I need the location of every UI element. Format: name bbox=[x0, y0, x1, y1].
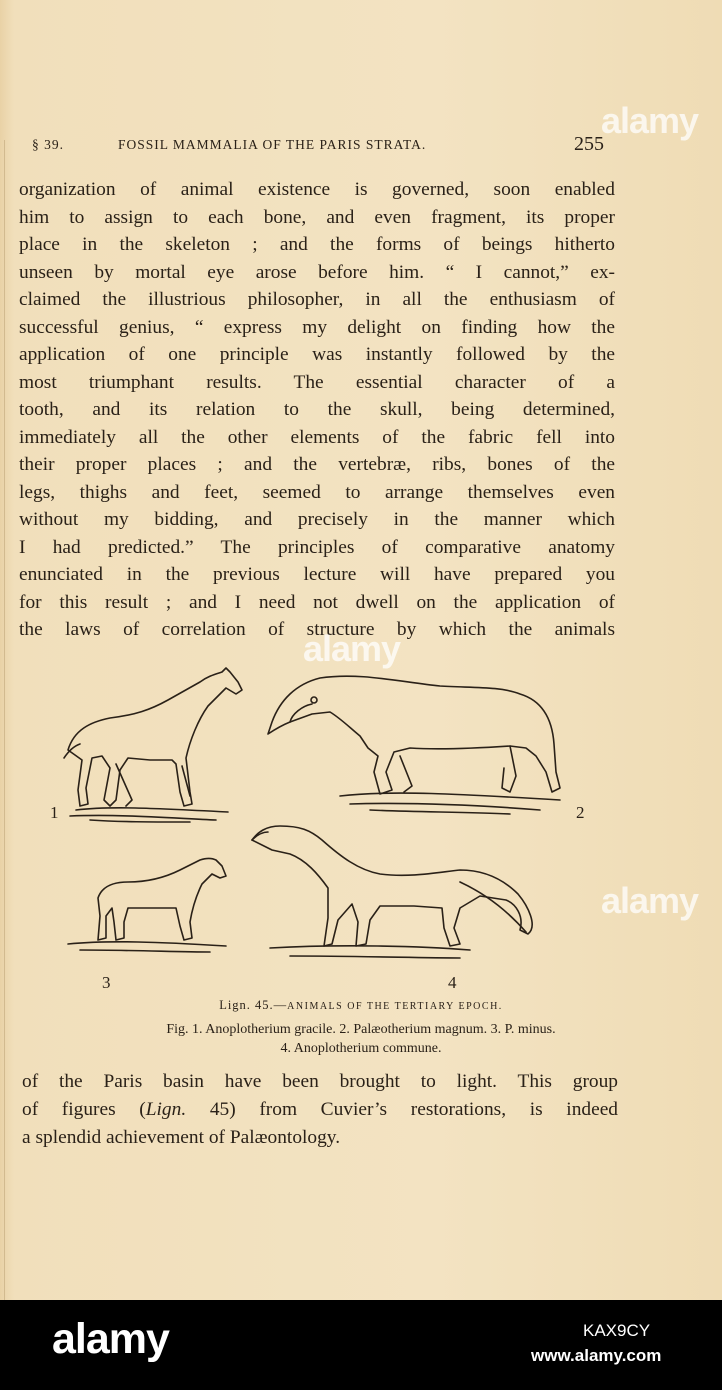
watermark-overlay-right: alamy bbox=[601, 880, 699, 921]
watermark-overlay-top: alamy bbox=[601, 100, 699, 141]
closing-paragraph bbox=[22, 1068, 618, 1152]
body-line: claimed the illustrious philosopher, in all the enthusiasm of bbox=[19, 289, 615, 310]
body-line: for this result ; and I need not dwell on the application of bbox=[19, 591, 615, 613]
body-line: legs, thighs and feet, seemed to arrange themselves even bbox=[19, 481, 615, 503]
palaeotherium-minus-drawing bbox=[68, 859, 226, 953]
section-number: § 39. bbox=[32, 137, 64, 152]
closing-line-2-end: 45) from Cuvier’s restorations, is indeed bbox=[186, 1099, 618, 1120]
closing-line-2-start: of figures ( bbox=[22, 1099, 146, 1120]
body-line: I had predicted.” The principles of comparative anatomy bbox=[19, 536, 615, 558]
anoplotherium-gracile-drawing bbox=[64, 668, 242, 822]
body-line: application of one principle was instantly followed by the bbox=[19, 344, 615, 365]
anoplotherium-commune-drawing bbox=[252, 826, 532, 958]
figure-label-2: 2 bbox=[576, 803, 585, 822]
figure-label-4: 4 bbox=[448, 973, 457, 990]
alamy-logo: alamy bbox=[52, 1315, 169, 1363]
body-line: enunciated in the previous lecture will have prepared you bbox=[19, 564, 615, 585]
closing-line-3: a splendid achievement of Palæontology. bbox=[22, 1127, 341, 1148]
body-line: immediately all the other elements of the fabric fell into bbox=[19, 426, 615, 448]
palaeotherium-magnum-drawing bbox=[268, 676, 560, 814]
body-line: tooth, and its relation to the skull, being determined, bbox=[19, 399, 615, 420]
figure-caption-line-1: Fig. 1. Anoplotherium gracile. 2. Palæotherium magnum. 3. P. minus. bbox=[166, 1022, 556, 1037]
caption-prefix: Lign. 45.— bbox=[219, 998, 288, 1012]
body-paragraph bbox=[19, 176, 615, 644]
page-gutter-edge bbox=[4, 140, 5, 1300]
body-line: organization of animal existence is governed, soon enabled bbox=[19, 179, 615, 200]
figure-caption-line-2: 4. Anoplotherium commune. bbox=[280, 1041, 442, 1056]
image-id: KAX9CY bbox=[583, 1321, 651, 1340]
body-line: their proper places ; and the vertebræ, ribs, bones of the bbox=[19, 454, 615, 475]
alamy-url: www.alamy.com bbox=[531, 1346, 662, 1365]
body-line: most triumphant results. The essential character of a bbox=[19, 371, 615, 393]
body-line: the laws of correlation of structure by which the animals bbox=[19, 619, 615, 640]
watermark-overlay-middle: alamy bbox=[303, 628, 401, 669]
figure-label-3: 3 bbox=[102, 973, 111, 990]
body-line: unseen by mortal eye arose before him. “ I cannot,” ex- bbox=[19, 261, 615, 283]
fossil-animals-illustration bbox=[40, 660, 660, 990]
running-title: FOSSIL MAMMALIA OF THE PARIS STRATA. bbox=[118, 137, 427, 152]
body-line: successful genius, “ express my delight on finding how the bbox=[19, 316, 615, 338]
closing-line-1: of the Paris basin have been brought to light. This group bbox=[22, 1071, 618, 1092]
body-line: place in the skeleton ; and the forms of beings hitherto bbox=[19, 234, 615, 255]
figure-label-1: 1 bbox=[50, 803, 59, 822]
lign-italic: Lign. bbox=[145, 1099, 187, 1120]
caption-heading: ANIMALS OF THE TERTIARY EPOCH. bbox=[287, 1001, 503, 1012]
body-line: him to assign to each bone, and even fragment, its proper bbox=[19, 206, 615, 228]
page-number: 255 bbox=[574, 133, 604, 155]
figure-caption-title bbox=[0, 998, 722, 1013]
closing-line-2 bbox=[22, 1096, 618, 1124]
body-line: without my bidding, and precisely in the manner which bbox=[19, 509, 615, 530]
